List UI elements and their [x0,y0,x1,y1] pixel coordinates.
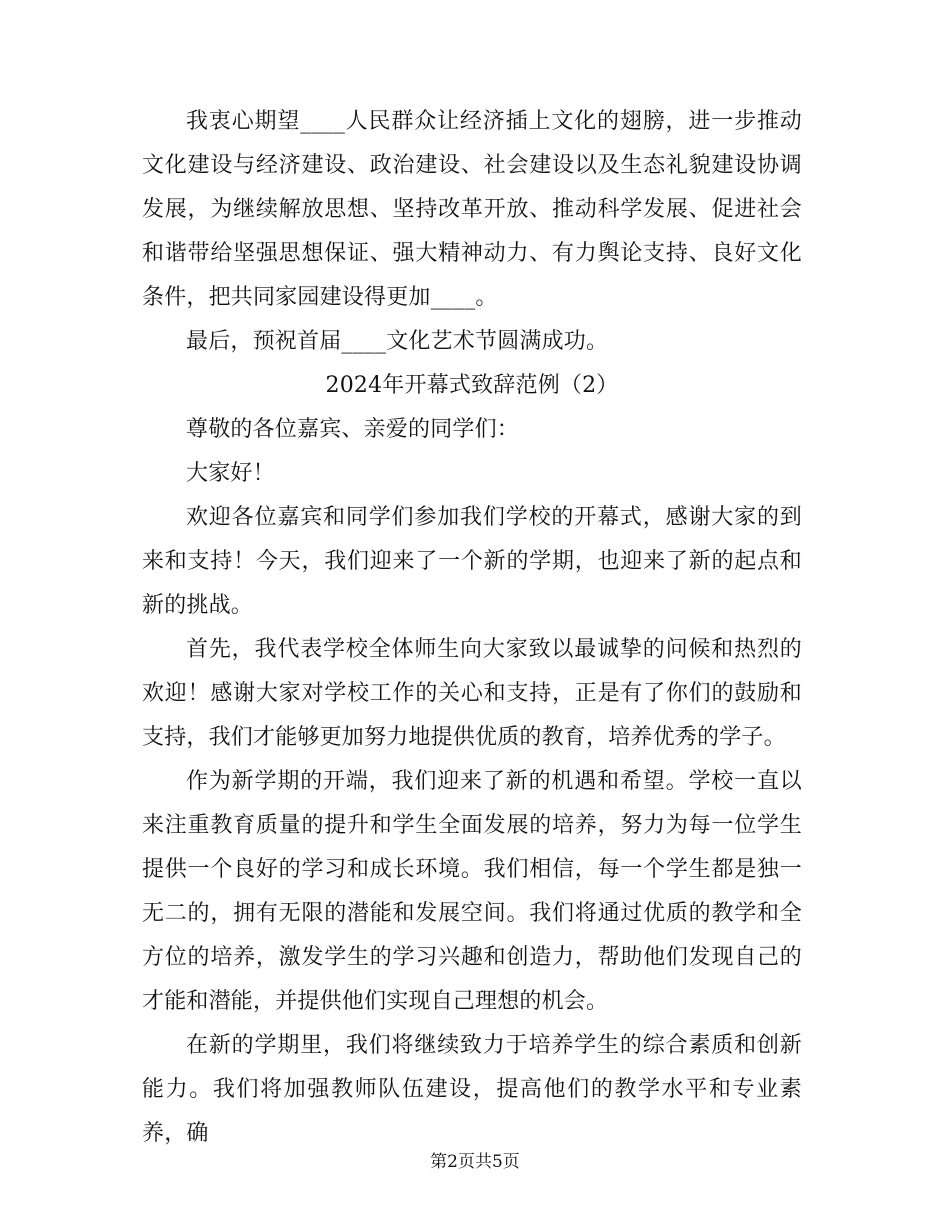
paragraph: 最后，预祝首届____文化艺术节圆满成功。 [186,329,609,354]
document-body [142,100,802,1156]
salutation: 尊敬的各位嘉宾、亲爱的同学们： [186,417,520,442]
paragraph: 我衷心期望____人民群众让经济插上文化的翅膀，进一步推动文化建设与经济建设、政治建设、社会建设以及生态礼貌建设协调发展，为继续解放思想、坚持改革开放、推动科学发展、促进社会和谐带给坚强思想保证、强大精神动力、有力舆论支持、良好文化条件，把共同家园建设得更加____。 [142,109,802,310]
paragraph: 在新的学期里，我们将继续致力于培养学生的综合素质和创新能力。我们将加强教师队伍建设，提高他们的教学水平和专业素养，确 [142,1033,802,1146]
section-title: 2024年开幕式致辞范例（2） [325,373,619,398]
page-number: 第2页共5页 [430,1152,520,1172]
greeting: 大家好！ [186,461,275,486]
paragraph: 欢迎各位嘉宾和同学们参加我们学校的开幕式，感谢大家的到来和支持！今天，我们迎来了一个新的学期，也迎来了新的起点和新的挑战。 [142,505,802,618]
paragraph: 首先，我代表学校全体师生向大家致以最诚挚的问候和热烈的欢迎！感谢大家对学校工作的关心和支持，正是有了你们的鼓励和支持，我们才能够更加努力地提供优质的教育，培养优秀的学子。 [142,637,802,750]
paragraph: 作为新学期的开端，我们迎来了新的机遇和希望。学校一直以来注重教育质量的提升和学生全面发展的培养，努力为每一位学生提供一个良好的学习和成长环境。我们相信，每一个学生都是独一无二的，拥有无限的潜能和发展空间。我们将通过优质的教学和全方位的培养，激发学生的学习兴趣和创造力，帮助他们发现自己的才能和潜能，并提供他们实现自己理想的机会。 [142,769,802,1014]
